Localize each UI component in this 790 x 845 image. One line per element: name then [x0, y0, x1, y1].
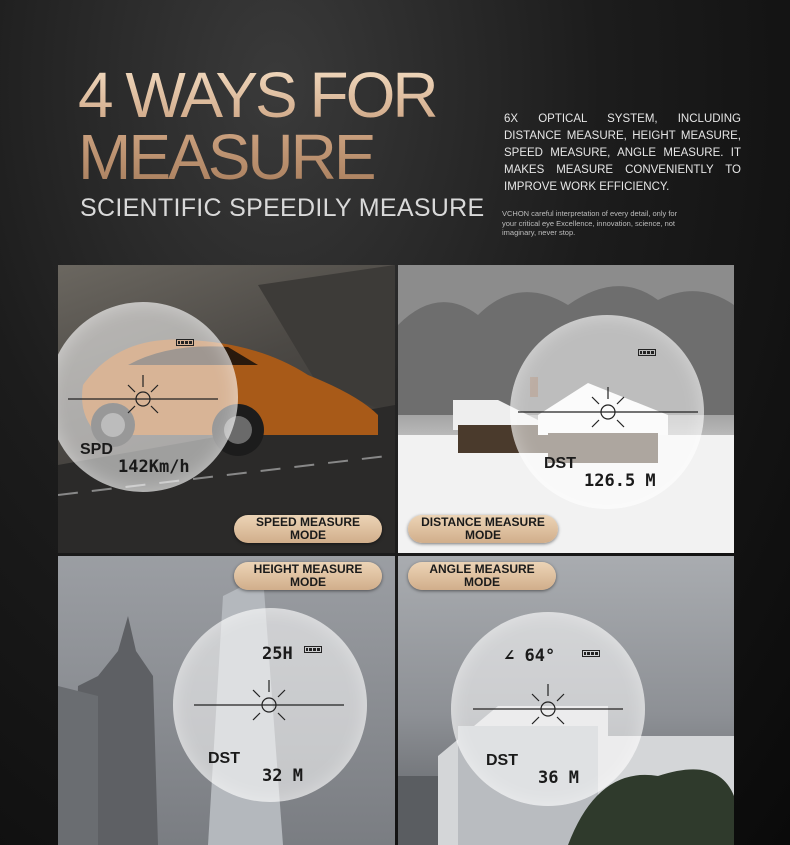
- height-distance-label: DST: [208, 750, 240, 767]
- page-subtitle: SCIENTIFIC SPEEDILY MEASURE: [80, 194, 485, 222]
- angle-mode-panel: [398, 556, 734, 845]
- battery-icon: [638, 349, 656, 356]
- height-mode-panel: [58, 556, 395, 845]
- distance-mode-line2: MODE: [465, 528, 501, 542]
- height-mode-line2: MODE: [290, 575, 326, 589]
- speed-mode-line1: SPEED MEASURE: [255, 515, 361, 529]
- battery-icon: [304, 646, 322, 653]
- height-distance-readout: 32 M: [262, 766, 303, 786]
- angle-mode-line1: ANGLE MEASURE: [429, 562, 535, 576]
- feature-description: 6X OPTICAL SYSTEM, INCLUDING DISTANCE MEASURE, HEIGHT MEASURE, SPEED MEASURE, ANGLE MEASURE. IT MAKES MEASURE CONVENIENTLY TO IMPROVE WORK EFFICIENCY.: [504, 113, 741, 193]
- crosshair-icon: [518, 379, 698, 445]
- distance-mode-panel: [398, 265, 734, 553]
- title-line-1: 4 WAYS FOR: [78, 59, 436, 131]
- distance-readout: 126.5 M: [584, 471, 656, 491]
- title-line-2: MEASURE: [78, 121, 374, 193]
- brand-note: VCHON careful interpretation of every detail, only for your critical eye Excellence, innovation, science, not imaginary, never stop.: [502, 209, 678, 237]
- angle-mode-badge: [408, 562, 556, 590]
- speed-mode-panel: [58, 265, 395, 553]
- distance-mode-badge: [408, 515, 558, 543]
- speed-readout: 142Km/h: [118, 457, 190, 477]
- distance-mode-line1: DISTANCE MEASURE: [421, 515, 545, 529]
- distance-label: DST: [544, 455, 576, 472]
- battery-icon: [582, 650, 600, 657]
- crosshair-icon: [68, 365, 218, 435]
- angle-readout: ∠ 64°: [504, 646, 556, 666]
- angle-distance-readout: 36 M: [538, 768, 579, 788]
- height-mode-badge: [234, 562, 382, 590]
- angle-distance-label: DST: [486, 752, 518, 769]
- page-title: [78, 59, 436, 193]
- height-mode-line1: HEIGHT MEASURE: [253, 562, 363, 576]
- crosshair-icon: [194, 674, 344, 740]
- speed-mode-badge: [234, 515, 382, 543]
- battery-icon: [176, 339, 194, 346]
- height-readout: 25H: [262, 644, 293, 664]
- speed-label: SPD: [80, 441, 113, 458]
- crosshair-icon: [473, 676, 623, 742]
- angle-mode-line2: MODE: [464, 575, 500, 589]
- speed-mode-line2: MODE: [290, 528, 326, 542]
